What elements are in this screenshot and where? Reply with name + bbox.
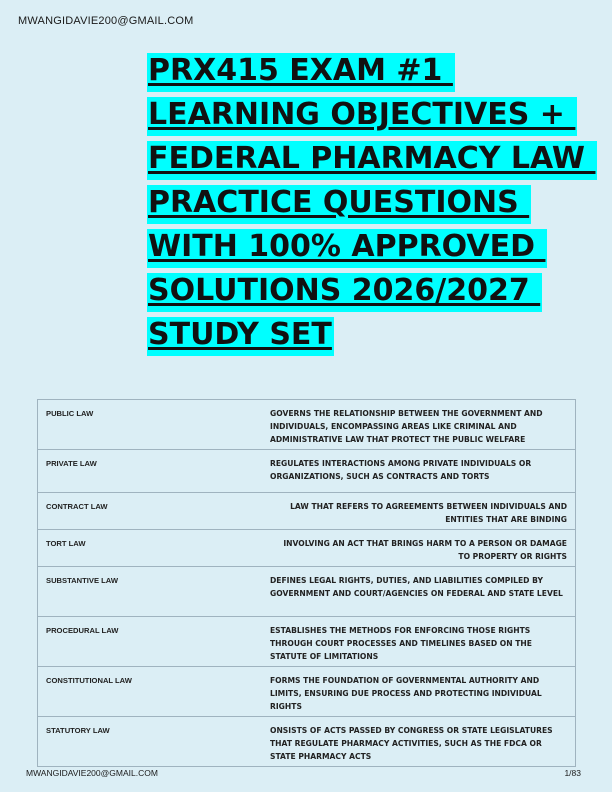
title-line: LEARNING OBJECTIVES +	[147, 96, 587, 140]
table-row	[38, 617, 576, 667]
term-cell: CONSTITUTIONAL LAW	[38, 667, 263, 717]
definition-cell: GOVERNS THE RELATIONSHIP BETWEEN THE GOVERNMENT AND INDIVIDUALS, ENCOMPASSING AREAS LIKE CRIMINAL AND ADMINISTRATIVE LAW THAT PROTECT THE PUBLIC WELFARE	[262, 400, 576, 450]
term-cell: PUBLIC LAW	[38, 400, 263, 450]
definition-cell: ONSISTS OF ACTS PASSED BY CONGRESS OR STATE LEGISLATURES THAT REGULATE PHARMACY ACTIVITIES, SUCH AS THE FDCA OR STATE PHARMACY ACTS	[262, 717, 576, 767]
term-cell: CONTRACT LAW	[38, 493, 263, 530]
table-row	[38, 717, 576, 767]
table-row	[38, 667, 576, 717]
title-line: SOLUTIONS 2026/2027	[147, 272, 587, 316]
term-cell: PROCEDURAL LAW	[38, 617, 263, 667]
table-row	[38, 450, 576, 493]
terms-table	[37, 399, 576, 767]
table-row	[38, 400, 576, 450]
definition-cell: DEFINES LEGAL RIGHTS, DUTIES, AND LIABILITIES COMPILED BY GOVERNMENT AND COURT/AGENCIES ON FEDERAL AND STATE LEVEL	[262, 567, 576, 617]
term-cell: STATUTORY LAW	[38, 717, 263, 767]
definition-cell: REGULATES INTERACTIONS AMONG PRIVATE INDIVIDUALS OR ORGANIZATIONS, SUCH AS CONTRACTS AND TORTS	[262, 450, 576, 493]
title-line: STUDY SET	[147, 316, 587, 360]
title-line: FEDERAL PHARMACY LAW	[147, 140, 587, 184]
document-title	[147, 52, 596, 360]
table-row	[38, 530, 576, 567]
page-number: 1/83	[564, 768, 581, 778]
term-cell: PRIVATE LAW	[38, 450, 263, 493]
title-line: WITH 100% APPROVED	[147, 228, 587, 272]
title-line: PRACTICE QUESTIONS	[147, 184, 587, 228]
definition-cell: INVOLVING AN ACT THAT BRINGS HARM TO A PERSON OR DAMAGE TO PROPERTY OR RIGHTS	[262, 530, 576, 567]
definition-cell: FORMS THE FOUNDATION OF GOVERNMENTAL AUTHORITY AND LIMITS, ENSURING DUE PROCESS AND PROTECTING INDIVIDUAL RIGHTS	[262, 667, 576, 717]
table-row	[38, 567, 576, 617]
table-row	[38, 493, 576, 530]
term-cell: SUBSTANTIVE LAW	[38, 567, 263, 617]
header-email: MWANGIDAVIE200@GMAIL.COM	[18, 15, 194, 27]
footer-email: MWANGIDAVIE200@GMAIL.COM	[26, 768, 158, 778]
definition-cell: ESTABLISHES THE METHODS FOR ENFORCING THOSE RIGHTS THROUGH COURT PROCESSES AND TIMELINES BASED ON THE STATUTE OF LIMITATIONS	[262, 617, 576, 667]
title-line: PRX415 EXAM #1	[147, 52, 587, 96]
definition-cell: LAW THAT REFERS TO AGREEMENTS BETWEEN INDIVIDUALS AND ENTITIES THAT ARE BINDING	[262, 493, 576, 530]
term-cell: TORT LAW	[38, 530, 263, 567]
